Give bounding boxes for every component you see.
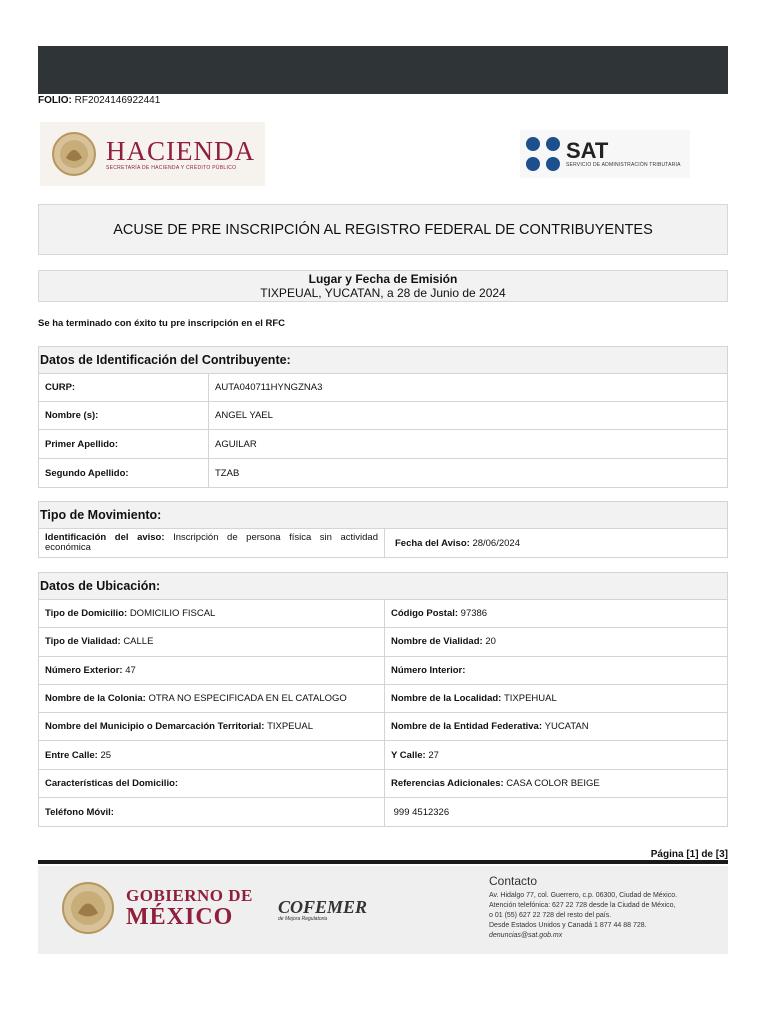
field-value: 97386: [460, 608, 488, 620]
cofemer-subtitle: de Mejora Regulatoria: [278, 916, 328, 922]
fecha-aviso-cell: [384, 529, 727, 557]
field-label: Nombre de Vialidad:: [391, 636, 483, 648]
lugar-fecha-box: [38, 270, 728, 302]
field-label: Teléfono Móvil:: [45, 806, 114, 818]
ubicacion-right-cell: [384, 628, 727, 655]
table-row: [39, 529, 727, 557]
field-label: Y Calle:: [391, 749, 426, 761]
table-row: [39, 430, 727, 459]
field-label: Nombre de la Entidad Federativa:: [391, 721, 542, 733]
ubicacion-left-cell: [39, 685, 384, 712]
field-value: OTRA NO ESPECIFICADA EN EL CATALOGO: [148, 693, 347, 705]
movimiento-heading: Tipo de Movimiento:: [39, 502, 727, 529]
table-row: [39, 685, 727, 713]
ubicacion-left-cell: [39, 600, 384, 627]
fecha-aviso-value: 28/06/2024: [472, 537, 520, 549]
gobierno-line2: MÉXICO: [126, 903, 234, 930]
hacienda-logo: [40, 122, 265, 186]
curp-label: CURP:: [45, 382, 76, 393]
ubicacion-heading: Datos de Ubicación:: [39, 573, 727, 600]
field-value: DOMICILIO FISCAL: [129, 608, 216, 620]
table-row: [39, 713, 727, 741]
lugar-value: TIXPEUAL, YUCATAN, a 28 de Junio de 2024: [260, 286, 506, 300]
hacienda-title: HACIENDA: [106, 136, 255, 166]
field-value: TIXPEHUAL: [503, 693, 557, 705]
movimiento-section: [38, 501, 728, 558]
contacto-title: Contacto: [489, 874, 538, 888]
field-label: Nombre de la Localidad:: [391, 693, 502, 705]
segundo-apellido-value: TZAB: [208, 459, 727, 487]
ubicacion-left-cell: [39, 713, 384, 740]
field-label: Nombre de la Colonia:: [45, 693, 146, 705]
ubicacion-right-cell: [384, 770, 727, 797]
folio-value: RF2024146922441: [74, 95, 161, 106]
primer-apellido-label: Primer Apellido:: [45, 438, 119, 450]
ubicacion-left-cell: [39, 628, 384, 655]
sat-title: SAT: [566, 138, 609, 163]
field-value: CALLE: [123, 636, 154, 648]
table-row: [39, 600, 727, 628]
identificacion-heading: Datos de Identificación del Contribuyente:: [39, 347, 727, 374]
gobierno-logo: [60, 880, 253, 936]
field-label: Código Postal:: [391, 608, 459, 620]
field-label: Características del Domicilio:: [45, 777, 179, 789]
national-seal-icon: [60, 880, 116, 936]
table-row: [39, 657, 727, 685]
cofemer-logo: [278, 898, 367, 922]
field-value: 20: [485, 636, 496, 648]
cofemer-title: COFEMER: [278, 897, 368, 917]
curp-value: AUTA040711HYNGZNA3: [208, 374, 727, 401]
table-row: [39, 374, 727, 402]
folio-label: FOLIO:: [38, 95, 72, 106]
nombre-value: ANGEL YAEL: [208, 402, 727, 429]
contacto-line: Desde Estados Unidos y Canadá 1 877 44 88 728.: [489, 922, 647, 929]
lugar-title: Lugar y Fecha de Emisión: [308, 272, 458, 286]
table-row: [39, 741, 727, 769]
contacto-line: o 01 (55) 627 22 728 del resto del país.: [489, 912, 612, 919]
table-row: [39, 628, 727, 656]
success-message: Se ha terminado con éxito tu pre inscripción en el RFC: [38, 318, 286, 329]
table-row: [39, 402, 727, 430]
ubicacion-right-cell: [384, 741, 727, 768]
table-row: [39, 798, 727, 826]
hacienda-subtitle: SECRETARÍA DE HACIENDA Y CRÉDITO PÚBLICO: [106, 165, 237, 171]
contacto-line: Av. Hidalgo 77, col. Guerrero, c.p. 06300, Ciudad de México.: [489, 892, 678, 899]
nombre-label: Nombre (s):: [45, 410, 99, 421]
field-label: Número Interior:: [391, 664, 466, 676]
document-title: ACUSE DE PRE INSCRIPCIÓN AL REGISTRO FEDERAL DE CONTRIBUYENTES: [38, 204, 728, 255]
header-bar: [38, 46, 728, 94]
field-label: Referencias Adicionales:: [391, 777, 504, 789]
field-label: Tipo de Domicilio:: [45, 608, 128, 620]
ubicacion-left-cell: [39, 798, 384, 826]
national-seal-icon: [50, 130, 98, 178]
footer-divider: [38, 860, 728, 864]
sat-dots-icon: [524, 135, 562, 173]
table-row: [39, 770, 727, 798]
sat-subtitle: SERVICIO DE ADMINISTRACIÓN TRIBUTARIA: [566, 162, 681, 168]
primer-apellido-value: AGUILAR: [208, 430, 727, 458]
field-value: 47: [125, 664, 136, 676]
field-label: Número Exterior:: [45, 664, 123, 676]
aviso-cell: [39, 529, 384, 557]
aviso-label: Identificación del aviso:: [45, 532, 165, 543]
ubicacion-section: [38, 572, 728, 827]
fecha-aviso-label: Fecha del Aviso:: [395, 537, 470, 549]
field-value: 999 4512326: [393, 806, 450, 818]
field-value: CASA COLOR BEIGE: [506, 777, 600, 789]
contacto-block: [489, 874, 677, 941]
gobierno-line1: GOBIERNO DE: [126, 885, 253, 905]
contacto-email-link[interactable]: denuncias@sat.gob.mx: [489, 932, 563, 939]
ubicacion-left-cell: [39, 741, 384, 768]
segundo-apellido-label: Segundo Apellido:: [45, 467, 129, 479]
contacto-line: Atención telefónica: 627 22 728 desde la Ciudad de México,: [489, 902, 676, 909]
footer: [38, 866, 728, 954]
ubicacion-right-cell: [384, 600, 727, 627]
ubicacion-right-cell: [384, 657, 727, 684]
field-label: Tipo de Vialidad:: [45, 636, 121, 648]
folio: [38, 95, 160, 106]
identificacion-section: [38, 346, 728, 488]
ubicacion-left-cell: [39, 770, 384, 797]
ubicacion-right-cell: [384, 798, 727, 826]
table-row: [39, 459, 727, 487]
field-value: YUCATAN: [544, 721, 589, 733]
field-label: Nombre del Municipio o Demarcación Territorial:: [45, 721, 265, 733]
ubicacion-right-cell: [384, 713, 727, 740]
field-value: 25: [100, 749, 112, 761]
field-value: TIXPEUAL: [267, 721, 313, 733]
ubicacion-right-cell: [384, 685, 727, 712]
ubicacion-left-cell: [39, 657, 384, 684]
field-label: Entre Calle:: [45, 749, 98, 761]
pagination: Página [1] de [3]: [650, 849, 728, 860]
field-value: 27: [428, 749, 439, 761]
aviso-value: Inscripción de persona física sin actividad económica: [45, 532, 378, 553]
sat-logo: [520, 130, 690, 178]
